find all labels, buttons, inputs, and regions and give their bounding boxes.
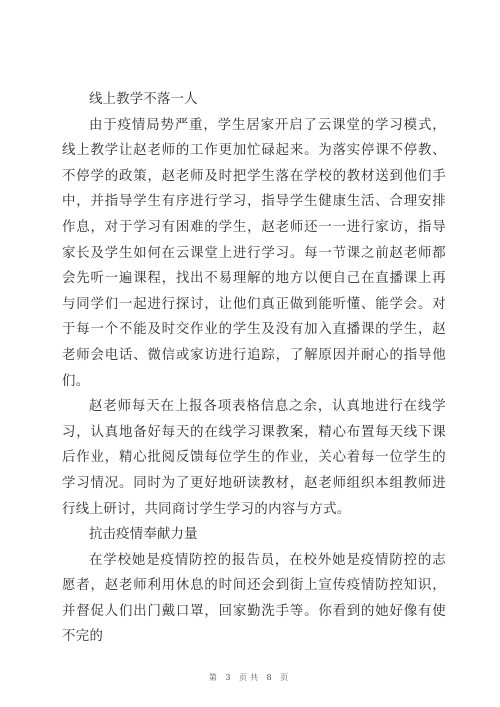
document-body (62, 87, 446, 650)
paragraph-online-teaching-2: 赵老师每天在上报各项表格信息之余，认真地进行在线学习，认真地备好每天的在线学习课教案，精心布置每天线下课后作业，精心批阅反馈每位学生的作业，关心着每一位学生的学习情况。同时为了更好地研读教材，赵老师组织本组教师进行线上研讨，共同商讨学生学习的内容与方式。 (62, 399, 446, 517)
paragraph-fighting-epidemic-1: 在学校她是疫情防控的报告员，在校外她是疫情防控的志愿者，赵老师利用休息的时间还会到街上宣传疫情防控知识，并督促人们出门戴口罩，回家勤洗手等。你看到的她好像有使不完的 (62, 552, 446, 645)
paragraph-online-teaching-1: 由于疫情局势严重，学生居家开启了云课堂的学习模式，线上教学让赵老师的工作更加忙碌起来。为落实停课不停教、不停学的政策，赵老师及时把学生落在学校的教材送到他们手中，并指导学生有序进行学习，指导学生健康生活、合理安排作息，对于学习有困难的学生，赵老师还一一进行家访，指导家长及学生如何在云课堂上进行学习。每一节课之前赵老师都会先听一遍课程，找出不易理解的地方以便自己在直播课上再与同学们一起进行探讨，让他们真正做到能听懂、能学会。对于每一个不能及时交作业的学生及没有加入直播课的学生，赵老师会电话、微信或家访进行追踪，了解原因并耐心的指导他们。 (62, 117, 446, 389)
section-title-fighting-epidemic: 抗击疫情奉献力量 (89, 527, 198, 543)
section-title-online-teaching: 线上教学不落一人 (89, 92, 198, 107)
page-number-footer: 第 3 页共 8 页 (208, 673, 292, 682)
